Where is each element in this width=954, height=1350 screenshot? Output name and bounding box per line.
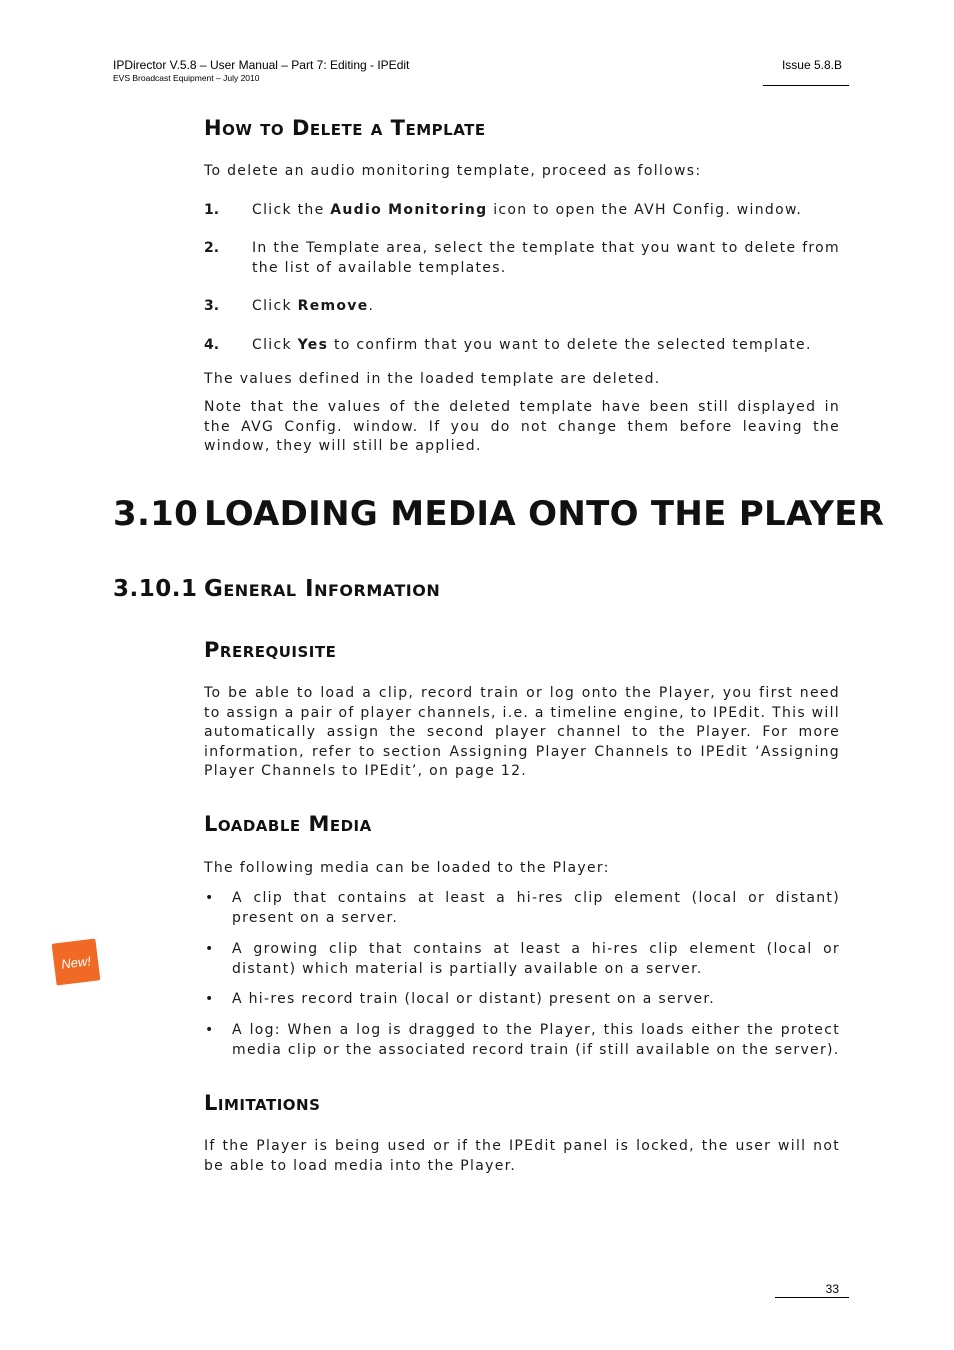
list-item: A growing clip that contains at least a hi-res clip element (local or distant) which material is partially available on a server.	[232, 941, 840, 977]
section-number: 3.10.1	[113, 576, 198, 602]
section-number: 3.10	[113, 494, 199, 534]
section-heading-3-10	[113, 494, 885, 534]
bullet-icon: •	[205, 890, 214, 906]
ui-term-remove: Remove	[297, 298, 369, 314]
page-number: 33	[825, 1282, 839, 1296]
loadable-media-heading: Loadable Media	[204, 812, 372, 836]
list-item: A log: When a log is dragged to the Player, this loads either the protect media clip or the associated record train (if still available on the server).	[232, 1022, 840, 1058]
delete-template-note: Note that the values of the deleted template have been still displayed in the AVG Config. window. If you do not change them before leaving the window, they will still be applied.	[204, 399, 840, 454]
header-rule	[763, 85, 849, 86]
step-number: 2.	[204, 240, 220, 256]
header-subtitle: EVS Broadcast Equipment – July 2010	[113, 73, 260, 83]
step-number: 4.	[204, 337, 220, 353]
list-item: A clip that contains at least a hi-res clip element (local or distant) present on a server.	[232, 890, 840, 926]
delete-template-intro: To delete an audio monitoring template, proceed as follows:	[204, 163, 702, 179]
limitations-heading: Limitations	[204, 1091, 321, 1115]
step-text: Click the Audio Monitoring icon to open the AVH Config. window.	[252, 202, 803, 218]
limitations-text: If the Player is being used or if the IPEdit panel is locked, the user will not be able to load media into the Player.	[204, 1138, 840, 1174]
new-badge-icon	[52, 938, 101, 985]
ui-term-audio-monitoring: Audio Monitoring	[330, 202, 488, 218]
step-text: Click Yes to confirm that you want to delete the selected template.	[252, 337, 812, 353]
header-title: IPDirector V.5.8 – User Manual – Part 7: Editing - IPEdit	[113, 58, 410, 72]
header-issue: Issue 5.8.B	[781, 58, 842, 72]
bullet-icon: •	[205, 991, 214, 1007]
ui-term-yes: Yes	[297, 337, 329, 353]
section-title: LOADING MEDIA ONTO THE PLAYER	[204, 494, 885, 534]
delete-template-result: The values defined in the loaded template are deleted.	[204, 371, 661, 387]
step-text: In the Template area, select the template that you want to delete from the list of available templates.	[252, 240, 840, 276]
bullet-icon: •	[205, 941, 214, 957]
prerequisite-heading: Prerequisite	[204, 638, 337, 662]
step-number: 3.	[204, 298, 220, 314]
new-badge-label: New!	[60, 952, 92, 972]
section-heading-3-10-1	[113, 576, 441, 602]
loadable-media-intro: The following media can be loaded to the Player:	[204, 860, 610, 876]
list-item: A hi-res record train (local or distant) present on a server.	[232, 991, 715, 1007]
bullet-icon: •	[205, 1022, 214, 1038]
delete-template-heading: How to Delete a Template	[204, 116, 486, 140]
step-text: Click Remove.	[252, 298, 375, 314]
step-number: 1.	[204, 202, 220, 218]
section-title: General Information	[204, 576, 441, 602]
footer-rule	[775, 1297, 849, 1298]
prerequisite-text: To be able to load a clip, record train or log onto the Player, you first need to assign a pair of player channels, i.e. a timeline engine, to IPEdit. This will automatically assign the second player channel to the Player. For more information, refer to section Assigning Player Channels to IPEdit ‘Assigning Player Channels to IPEdit’, on page 12.	[204, 685, 840, 779]
